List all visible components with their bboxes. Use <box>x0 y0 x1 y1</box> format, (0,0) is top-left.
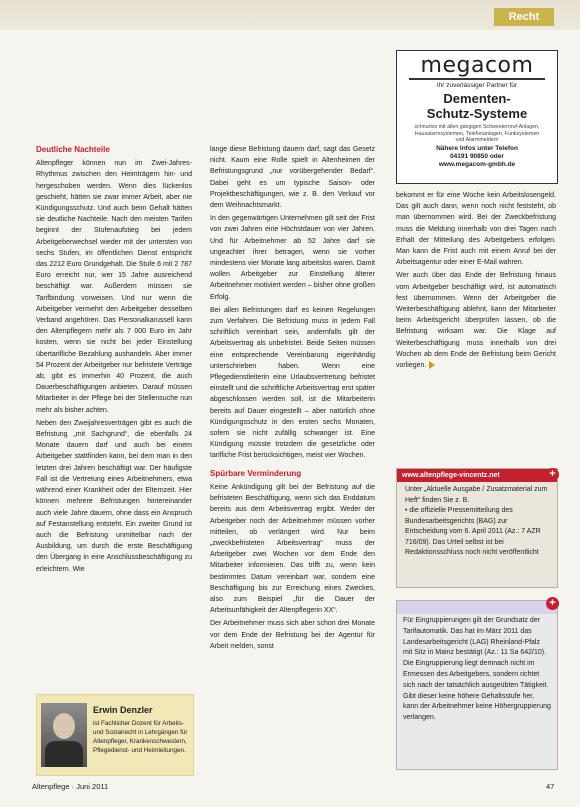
ad-product-line2: Schutz-Systeme <box>426 106 528 121</box>
paragraph: Keine Ankündigung gilt bei der Befristung auf die befristeten Beschäftigung, wenn sich das Enddatum bereits aus dem Arbeitsvertrag ergibt. Weder der Arbeitgeber noch der Arbeitnehmer müssen vorher mitteilen, ob verlängert wird. Nur beim „zweckbefristeten Arbeitsvertrag“ muss der Arbeitgeber zwei Wochen vor dem Ende den Mitarbeiter informieren. Das trifft zu, wenn kein bestimmtes Datum vereinbart war, sondern eine Beschäftigung bis zur Erreichung eines Zweckes, also zum Beispiel „für die Dauer der Arbeitsunfähigkeit der Altenpflegerin XX“. <box>210 483 375 615</box>
paragraph: lange diese Befristung dauern darf, sagt das Gesetz nicht. Kaum eine Rolle spielt in Altenheimen der Befristungsgrund „nur vorübergehender Bedarf“. Dabei geht es um typische Saison- oder Projektbeschäftigungen, wie z. B. den Verkauf vor dem Weihnachtsmarkt. <box>210 146 375 210</box>
ad-info-line1: Nähere Infos unter Telefon <box>436 144 518 152</box>
author-box <box>36 694 194 776</box>
footer-publication: Altenpflege · Juni 2011 <box>32 782 109 791</box>
paragraph: Der Arbeitnehmer muss sich aber schon drei Monate vor dem Ende der Befristung bei der Agentur für Arbeit melden, sonst <box>210 620 375 650</box>
avatar-body <box>45 741 83 767</box>
ad-tagline: Ihr zuverlässiger Partner für <box>436 82 518 89</box>
eingruppierung-box <box>396 600 558 770</box>
ad-website[interactable]: www.megacom-gmbh.de <box>438 160 516 168</box>
heading-spuerbare-verminderung: Spürbare Verminderung <box>210 468 302 478</box>
column-3 <box>396 190 556 373</box>
paragraph-text: Wer auch über das Ende der Befristung hinaus vom Arbeitgeber beschäftigt wird, ist automatisch fest übernommen. Wenn der Arbeitgeber die Weiterbeschäftigung ablehnt, kann der Mitarbeiter beim Arbeitsgericht überprüfen lassen, ob die Befristung wirksam war. Die Klage auf Weiterbeschäftigung muss innerhalb von drei Wochen ab dem Ende der Befristung beim Gericht vorliegen. <box>396 272 556 370</box>
ad-brand: megacom <box>420 53 534 78</box>
author-bio: ist Fachlicher Dozent für Arbeits- und Sozialrecht in Lehrgängen für Altenpfleger, Krankenschwestern, Pflegedienst- und Heimleitungen. <box>93 720 188 754</box>
author-name: Erwin Denzler <box>93 705 153 715</box>
megacom-advertisement[interactable] <box>396 50 558 184</box>
info-box-bullet: • die offizielle Pressemitteilung des Bundesarbeitsgerichts (BAG) zur Entscheidung vom 6. April 2011 (Az.: 7 AZR 716/09). Das Urteil selbst ist bei Redaktionsschluss noch nicht veröffentlicht <box>405 507 541 556</box>
online-info-box <box>396 468 558 588</box>
plus-icon: + <box>546 597 559 610</box>
ad-description: schnurlos mit allen gängigen Schwesternruf-Anlagen, Hausalarmsystemen, Telefonanlagen, Funksystemen und Alarmmeldern <box>414 124 540 143</box>
paragraph: Neben den Zweijahresverträgen gibt es auch die Befristung „mit Sachgrund“, die ebenfalls 24 Monate dauern darf und auch bei einem Arbeitgeber stattfinden kann, bei dem man in den letzten drei Jahren beschäftigt war. Der häufigste Fall ist die Vertretung eines Arbeitnehmers, etwa während einer Krankheit oder der Elternzeit. Hier können mehrere Befristungen hintereinander auch viele Jahre dauern, ohne dass ein Anspruch auf Festanstellung entsteht. Ein zweiter Grund ist auch die Befristung unmittelbar nach der Ausbildung, um durch die erste Beschäftigung den Übergang in eine Anschlussbeschäftigung zu erleichtern. Wie <box>36 419 192 573</box>
box-header-bar <box>397 601 557 614</box>
section-label: Recht <box>494 8 554 26</box>
end-arrow-icon <box>429 361 435 369</box>
info-box-url[interactable]: www.altenpflege-vincentz.net <box>397 469 557 482</box>
page-number: 47 <box>546 782 555 791</box>
paragraph: Altenpfleger können nun im Zwei-Jahres-Rhythmus zwischen den Heimträgern hin- und hergeschoben werden. Wenn dies lückenlos geschieht, hätten sie zwar immer Arbeit, aber nie Kündigungsschutz. Und auch beim Gehalt hätten sie deutliche Nachteile. Nach den meisten Tarifen beginnt der Stufenaufstieg bei jedem Arbeitgeberwechsel wieder mit der untersten von sechs Stufen, im öffentlichen Dienst entspricht das 2212 Euro Grundgehalt. Die Stufe 6 mit 2 787 Euro erreicht nur, wer 15 Jahre ausreichend beschäftigt war. Außerdem müssen sie Tarifbindung vorweisen. Und nur wenn die Arbeitgeber vermehrt den Arbeitgeber desselben Verband angehören. Das Personalkarussell kann den Altenpflegern mehr als 7 000 Euro im Jahr kosten, wenn sie nicht bei jeder Einstellung übertarifliche Bezahlung aushandeln. Aber immer 54 Prozent der Arbeitgeber nur befristete Verträge ab, gibt es immerhin 40 Prozent, die auch Dauerbeschäftigungen anbieten. Darauf müssen Mitarbeiter in der Pflege bei der Stellensuche nun mehr als bisher achten. <box>36 160 192 414</box>
ad-divider <box>409 78 545 80</box>
avatar-head <box>53 713 75 739</box>
eingruppierung-text: Für Eingruppierungen gilt der Grundsatz der Tarifautomatik. Das hat im März 2011 das Landesarbeitsgericht (LAG) Rheinland-Pfalz mit Sitz in Mainz bestätigt (Az.: 11 Sa 642/10). Die Eingruppierung liegt demnach nicht im Ermessen des Arbeitgebers, sondern richtet sich nach der tatsächlich ausgeübten Tätigkeit. Gibt dieser keine höhere Gehaltsstufe her, kann der Arbeitnehmer keine Höhergruppierung verlangen. <box>403 617 551 722</box>
plus-icon: + <box>546 468 559 481</box>
author-photo <box>41 703 87 767</box>
column-2 <box>210 144 375 654</box>
heading-deutliche-nachteile: Deutliche Nachteile <box>36 145 110 154</box>
column-1 <box>36 144 192 577</box>
ad-phone: 04191 90850 oder <box>450 152 504 160</box>
info-box-text <box>397 482 557 559</box>
paragraph: bekommt er für eine Woche kein Arbeitslosengeld. Das gilt auch dann, wenn noch nicht feststeht, ob man übernommen wird. Bei der Zweckbefristung muss die Meldung innerhalb von drei Tagen nach Erhalt der Mitteilung des Arbeitgebers erfolgen. Man kann die Frist auch mit einem Anruf bei der Arbeitsagentur oder einer E-Mail wahren. <box>396 192 556 267</box>
top-bar <box>0 0 580 30</box>
paragraph: Bei allen Befristungen darf es keinen Regelungen zum Verfahren. Die Befristung muss in jedem Fall schriftlich vereinbart sein, andernfalls gilt der Arbeitsvertrag als unbefristet. Beide Seiten müssen eine entsprechende Vereinbarung eigenhändig unterschrieben haben. Wenn eine Pflegedienstleiterin eine Urlaubsvertretung befristet einstellt und die schriftliche Arbeitsvertrag erst später abgeschlossen werden soll, ist die Mitarbeiterin bereits auf Dauer eingestellt – aber natürlich ohne Kündigungsschutz in den ersten sechs Monaten, sofern sie nicht zufällig schwanger ist. Eine Kündigung müsste trotzdem die gesetzliche oder tarifliche Frist berücksichtigen, meist vier Wochen. <box>210 306 375 460</box>
paragraph <box>396 270 556 371</box>
info-box-intro: Unter „Aktuelle Ausgabe / Zusatzmaterial zum Heft“ finden Sie z. B. <box>405 486 548 504</box>
ad-product-line1: Dementen- <box>443 91 511 106</box>
paragraph: In den gegenwärtigen Unternehmen gilt seit der Frist von zwei Jahren eine Höchstdauer von vier Jahren. Und für Arbeitnehmer ab 52 Jahre darf sie ungeachtet ihrer betragen, wenn sie vorher mindestens vier Monate lang arbeitslos waren. Damit wollen Arbeitgeber zur Einstellung älterer Arbeitnehmer motiviert werden – bisher ohne großen Erfolg. <box>210 215 375 301</box>
